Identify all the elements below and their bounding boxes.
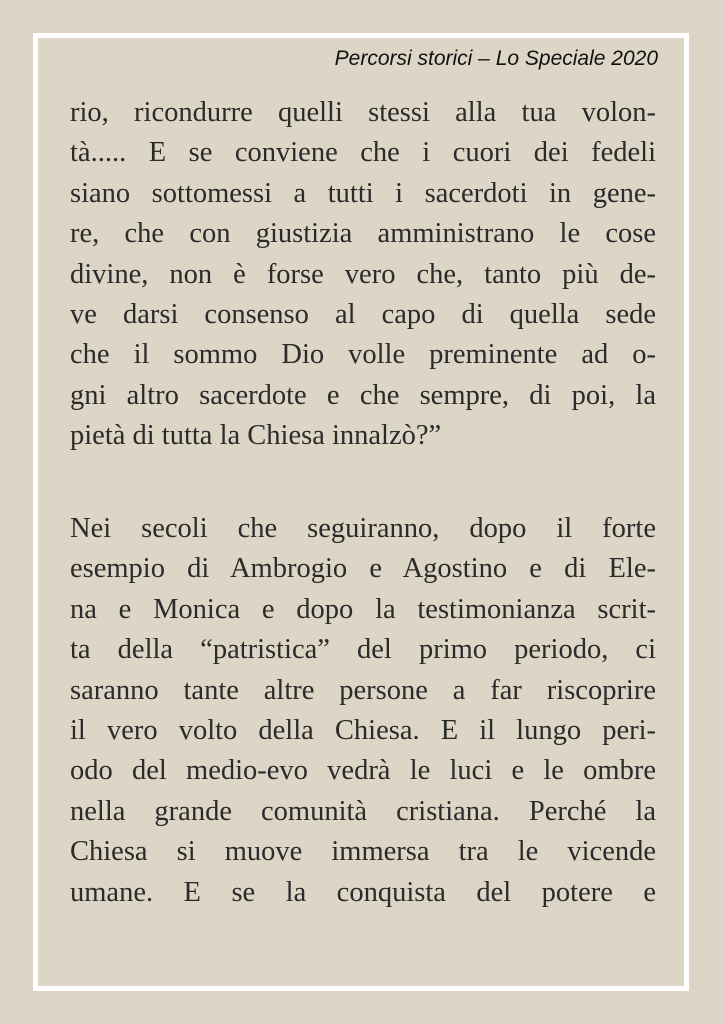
text-line: divine, non è forse vero che, tanto più de-: [70, 258, 656, 290]
text-line: siano sottomessi a tutti i sacerdoti in gene-: [70, 177, 656, 209]
text-line: esempio di Ambrogio e Agostino e di Ele-: [70, 553, 656, 585]
text-line: gni altro sacerdote e che sempre, di poi, la: [70, 379, 656, 411]
text-line: re, che con giustizia amministrano le cose: [70, 218, 656, 250]
paragraph-body: [70, 509, 656, 913]
text-line: na e Monica e dopo la testimonianza scrit-: [70, 593, 656, 625]
text-line: pietà di tutta la Chiesa innalzò?”: [70, 420, 442, 452]
text-line: che il sommo Dio volle preminente ad o-: [70, 339, 656, 371]
text-line: saranno tante altre persone a far riscoprire: [70, 674, 656, 706]
text-line: rio, ricondurre quelli stessi alla tua volon-: [70, 97, 656, 128]
text-line: tà..... E se conviene che i cuori dei fedeli: [70, 137, 656, 169]
paragraph-quote-continuation: [70, 93, 656, 457]
text-line: Nei secoli che seguiranno, dopo il forte: [70, 513, 656, 544]
text-line: umane. E se la conquista del potere e: [70, 876, 656, 908]
text-line: Chiesa si muove immersa tra le vicende: [70, 836, 656, 868]
text-line: il vero volto della Chiesa. E il lungo peri-: [70, 714, 656, 746]
running-header: Percorsi storici – Lo Speciale 2020: [334, 47, 658, 70]
text-line: odo del medio-evo vedrà le luci e le ombre: [70, 755, 656, 787]
text-line: nella grande comunità cristiana. Perché la: [70, 795, 656, 827]
text-line: ve darsi consenso al capo di quella sede: [70, 298, 656, 330]
text-line: ta della “patristica” del primo periodo, ci: [70, 634, 656, 666]
